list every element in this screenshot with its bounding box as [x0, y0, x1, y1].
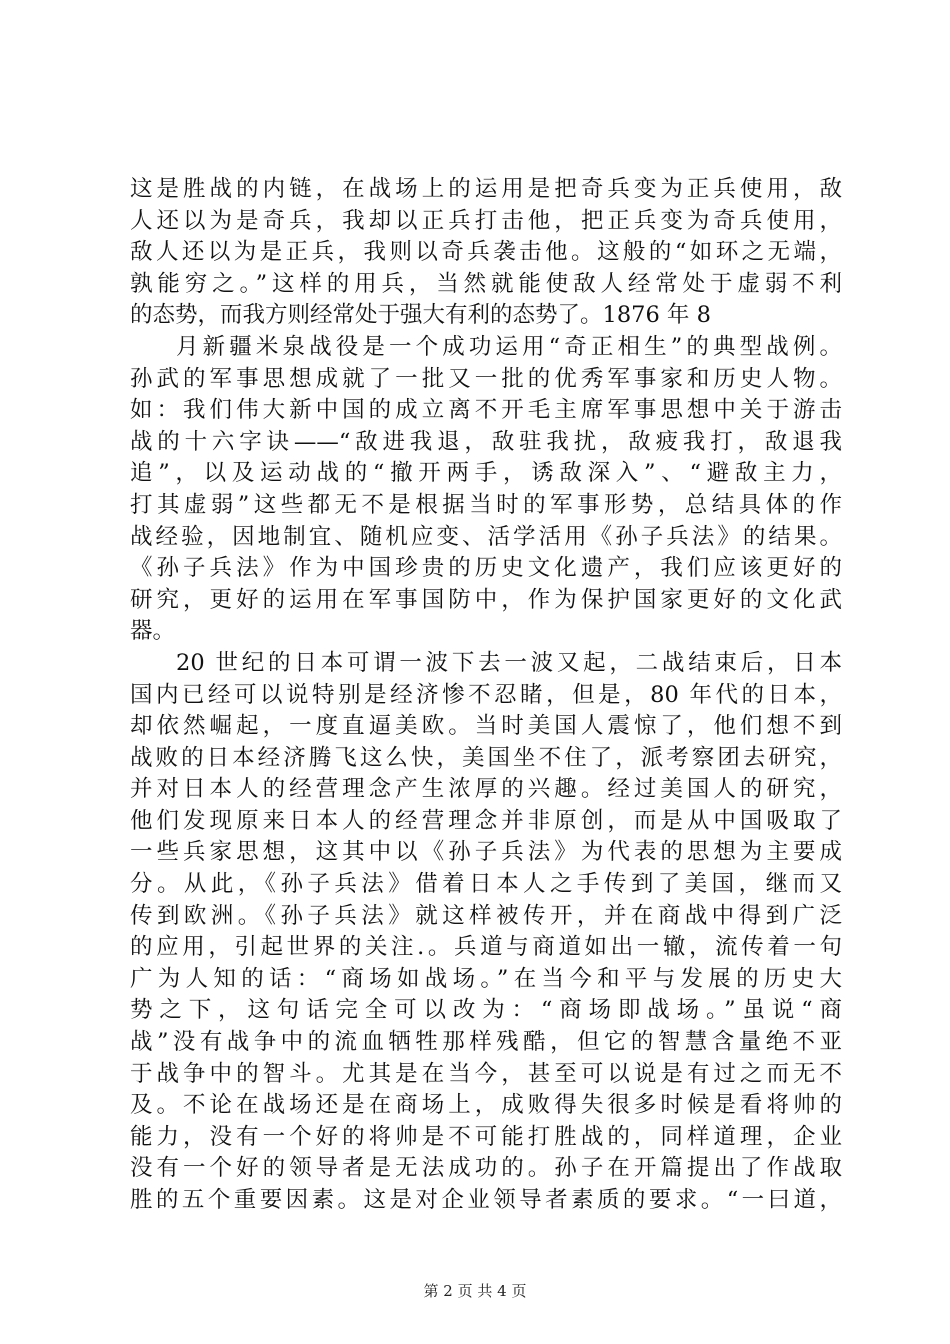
text-line: 月新疆米泉战役是一个成功运用“奇正相生”的典型战例。	[176, 333, 842, 360]
text-line: 研究，更好的运用在军事国防中，作为保护国家更好的文化武	[130, 586, 842, 613]
text-line: 却依然崛起，一度直逼美欧。当时美国人震惊了，他们想不到	[130, 713, 842, 740]
text-line: 战败的日本经济腾飞这么快，美国坐不住了，派考察团去研究，	[130, 744, 842, 771]
text-line: 孙武的军事思想成就了一批又一批的优秀军事家和历史人物。	[130, 365, 842, 392]
text-line: 战”没有战争中的流血牺牲那样残酷，但它的智慧含量绝不亚	[130, 1029, 842, 1056]
text-line: 的态势，而我方则经常处于强大有利的态势了。1876 年 8	[130, 302, 711, 329]
text-line: 20 世纪的日本可谓一波下去一波又起，二战结束后，日本	[176, 649, 842, 676]
text-line: 孰能穷之。”这样的用兵，当然就能使敌人经常处于虚弱不利	[130, 270, 842, 297]
text-line: 并对日本人的经营理念产生浓厚的兴趣。经过美国人的研究，	[130, 776, 842, 803]
text-line: 势之下，这句话完全可以改为：“商场即战场。”虽说“商	[130, 997, 842, 1024]
text-line: 没有一个好的领导者是无法成功的。孙子在开篇提出了作战取	[130, 1155, 842, 1182]
text-line: 一些兵家思想，这其中以《孙子兵法》为代表的思想为主要成	[130, 839, 842, 866]
text-line: 如：我们伟大新中国的成立离不开毛主席军事思想中关于游击	[130, 397, 842, 424]
text-line: 敌人还以为是正兵，我则以奇兵袭击他。这般的“如环之无端，	[130, 239, 842, 266]
text-line: 胜的五个重要因素。这是对企业领导者素质的要求。“一曰道，	[130, 1187, 842, 1213]
text-line: 战的十六字诀——“敌进我退，敌驻我扰，敌疲我打，敌退我	[130, 428, 842, 455]
text-line: 这是胜战的内链，在战场上的运用是把奇兵变为正兵使用，敌	[130, 176, 842, 202]
text-line: 国内已经可以说特别是经济惨不忍睹，但是，80 年代的日本，	[130, 681, 842, 708]
text-line: 的应用，引起世界的关注.。兵道与商道如出一辙，流传着一句	[130, 934, 842, 961]
text-line: 他们发现原来日本人的经营理念并非原创，而是从中国吸取了	[130, 807, 842, 834]
text-line: 分。从此，《孙子兵法》借着日本人之手传到了美国，继而又	[130, 871, 842, 898]
text-line: 打其虚弱”这些都无不是根据当时的军事形势，总结具体的作	[130, 491, 842, 518]
text-line: 人还以为是奇兵，我却以正兵打击他，把正兵变为奇兵使用，	[130, 207, 842, 234]
text-line: 能力，没有一个好的将帅是不可能打胜战的，同样道理，企业	[130, 1123, 842, 1150]
page-footer: 第 2 页 共 4 页	[423, 1282, 527, 1300]
body-text	[130, 174, 842, 1217]
text-line: 传到欧洲。《孙子兵法》就这样被传开，并在商战中得到广泛	[130, 902, 842, 929]
text-line: 广为人知的话：“商场如战场。”在当今和平与发展的历史大	[130, 965, 842, 992]
text-line: 《孙子兵法》作为中国珍贵的历史文化遗产，我们应该更好的	[130, 555, 842, 582]
text-line: 器。	[130, 618, 176, 645]
text-line: 追”，以及运动战的“撤开两手，诱敌深入”、“避敌主力，	[130, 460, 842, 487]
text-line: 于战争中的智斗。尤其是在当今，甚至可以说是有过之而无不	[130, 1060, 842, 1087]
text-line: 及。不论在战场还是在商场上，成败得失很多时候是看将帅的	[130, 1092, 842, 1119]
text-line: 战经验，因地制宜、随机应变、活学活用《孙子兵法》的结果。	[130, 523, 842, 550]
